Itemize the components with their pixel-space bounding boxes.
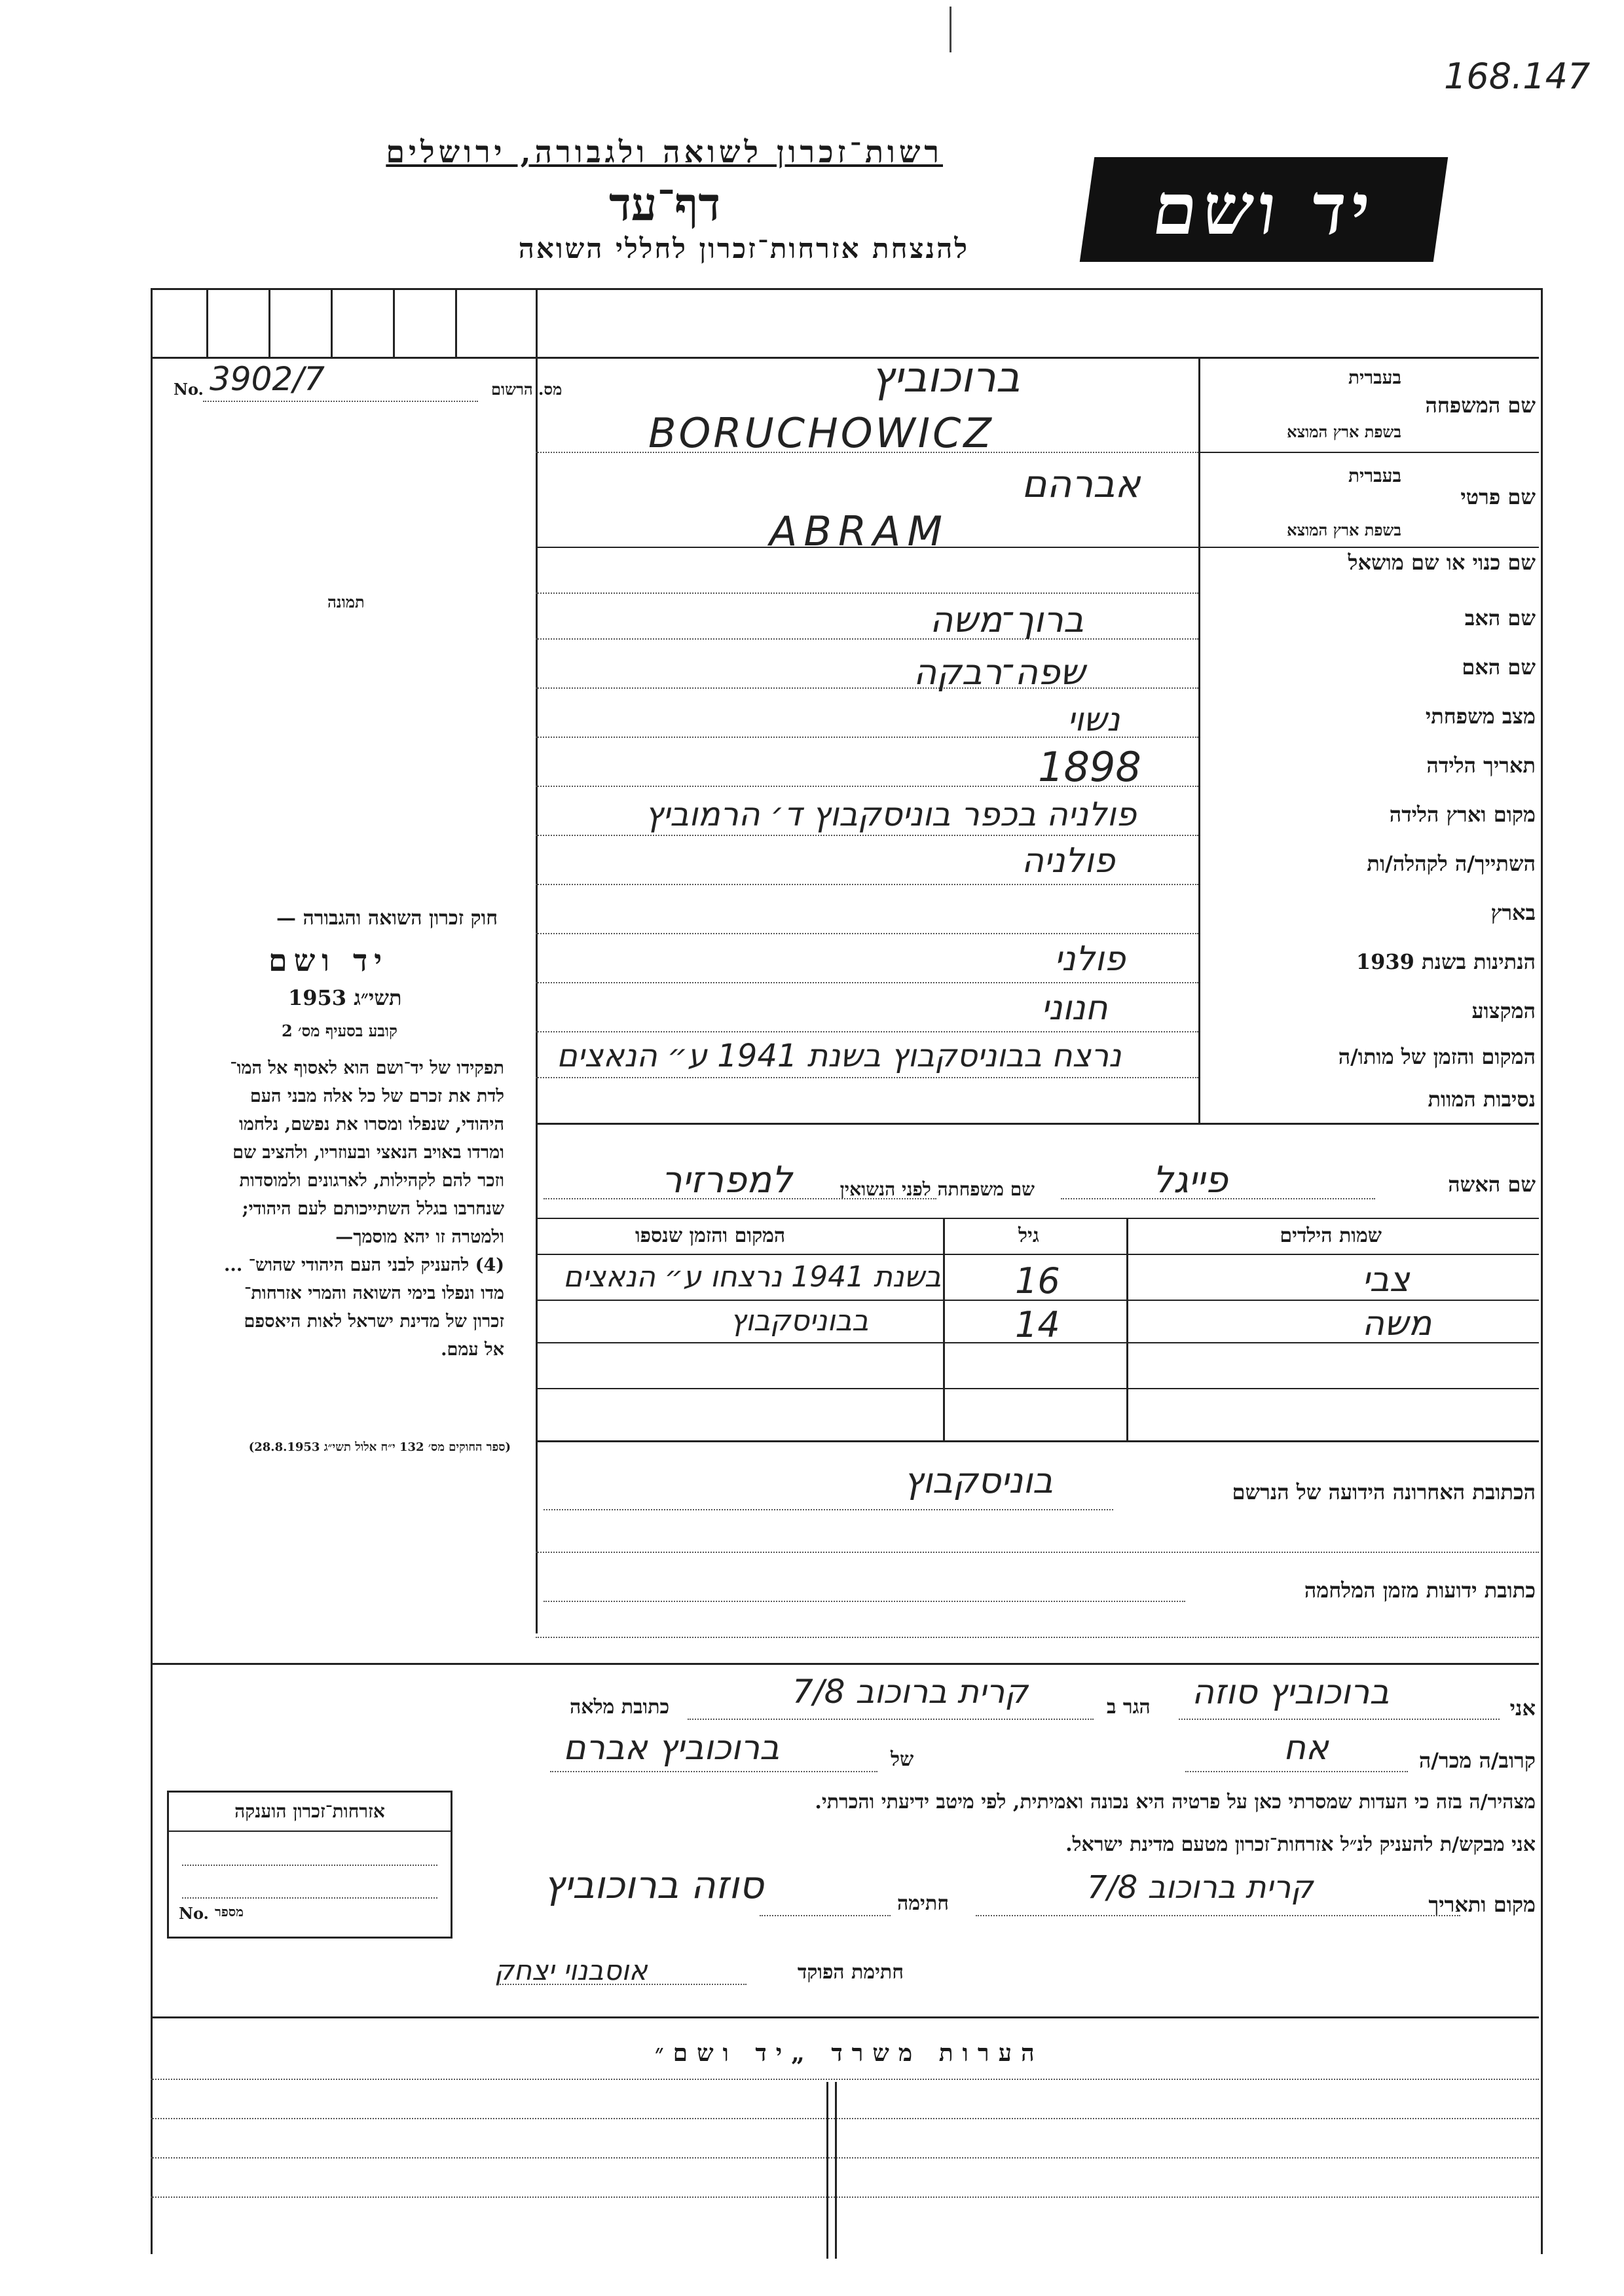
birth-date-label: תאריך הלידה	[1426, 753, 1536, 778]
child-name: משה	[1362, 1304, 1432, 1343]
law-title: חוק זכרון השואה והגבורה —	[276, 907, 498, 930]
grant-no-label: No.	[179, 1904, 209, 1923]
last-address-value: בוניסקבוץ	[904, 1460, 1054, 1501]
profession-label: המקצוע	[1471, 998, 1536, 1023]
law-text-line: ומרדו באויב הנאצי ובעוזריו, ולהציב שם	[232, 1142, 504, 1163]
nickname-label: שם כנוי או שם מושאל	[1348, 550, 1536, 575]
birth-date-value: 1898	[1038, 743, 1141, 791]
father-label: שם האב	[1464, 606, 1536, 630]
staple-mark	[950, 7, 954, 52]
law-body	[164, 1054, 504, 1364]
law-text-line: מדו ונפלו בימי השואה והמרי אזרחות־	[244, 1283, 504, 1303]
clerk-label: חתימת הפוקד	[797, 1961, 904, 1984]
registration-number: 3902/7	[210, 360, 325, 398]
first-name-origin: ABRAM	[769, 507, 949, 555]
relative-label: קרוב/ה מכר/ה	[1418, 1748, 1536, 1773]
death-cause-label: נסיבות המוות	[1428, 1087, 1536, 1112]
signature-value: סוזה ברוכוביץ	[544, 1863, 764, 1907]
law-text-line: שנחרבו בגלל השתייכותם לעם היהודי;	[242, 1199, 504, 1219]
child-place: בשנת 1941 נרצחו ע״ הנאצים	[563, 1260, 942, 1294]
family-name-label: שם המשפחה	[1425, 393, 1536, 418]
photo-label: תמונה	[327, 592, 365, 611]
mother-value: שפה־רבקה	[913, 651, 1086, 693]
children-place-header: המקום והזמן שנספו	[635, 1224, 786, 1247]
wife-label: שם האשה	[1448, 1172, 1536, 1197]
place-date-label: מקום ותאריך	[1428, 1892, 1536, 1917]
war-address-label: כתובת ידועות מזמן המלחמה	[1304, 1578, 1536, 1603]
law-text-line: ולמטרה זו יהא מוסמך—	[335, 1227, 504, 1247]
law-text-line: זכרון של מדינת ישראל לאות היאספם	[244, 1311, 504, 1332]
logo-text: יד ושם	[1147, 168, 1380, 251]
full-address-label: כתובת מלאה	[570, 1696, 670, 1719]
first-origin-sublabel: בשפת ארץ המוצא	[1287, 520, 1401, 539]
declarant-i-label: אני	[1509, 1696, 1536, 1721]
marital-label: מצב משפחתי	[1425, 704, 1536, 729]
country-value: פולניה	[1022, 841, 1115, 881]
law-text-line: אל עמם.	[441, 1339, 504, 1360]
death-label: המקום והזמן של מותו/ה	[1338, 1044, 1536, 1069]
community-label: השתייך/ה לקהלה/ות	[1367, 851, 1536, 876]
place-date-value: קרית ברוכוב 7/8	[1087, 1869, 1314, 1906]
law-text-line: לדת את זכרם של כל אלה מבני העם	[249, 1086, 504, 1106]
children-age-header: גיל	[1018, 1224, 1039, 1247]
child-name: צבי	[1362, 1260, 1410, 1300]
child-age: 16	[1015, 1260, 1060, 1302]
yad-vashem-logo	[1080, 157, 1448, 262]
of-label: של	[891, 1748, 914, 1771]
registration-label: מס. הרשום	[491, 380, 563, 399]
family-hebrew-sublabel: בעברית	[1348, 367, 1401, 388]
wife-maiden-value: למפרזיר	[661, 1159, 792, 1201]
citizenship-value: פולני	[1054, 939, 1126, 979]
grant-box-title: אזרחות־זכרון הוענקה	[169, 1793, 451, 1832]
law-citation: (ספר החוקים מס׳ 132 י״ח אלול תשי״ג 28.8.1953)	[248, 1440, 511, 1454]
grant-box	[167, 1791, 452, 1939]
child-age: 14	[1015, 1304, 1060, 1345]
death-value: נרצח בבוניסקבוץ בשנת 1941 ע״ הנאצים	[557, 1038, 1122, 1074]
grant-number-label: מספר	[215, 1904, 244, 1920]
header-subtitle: להנצחת אזרחות־זכרון לחללי השואה	[518, 232, 969, 264]
wife-maiden-label: שם משפחתה לפני הנשואין	[840, 1178, 1035, 1200]
father-value: ברוך־משה	[930, 599, 1084, 640]
family-origin-sublabel: בשפת ארץ המוצא	[1287, 422, 1401, 441]
family-name-origin: BORUCHOWICZ	[648, 409, 994, 457]
archive-number: 168.147	[1444, 56, 1591, 97]
request-text: אני מבקש/ת להעניק לנ״ל אזרחות־זכרון מטעם מדינת ישראל.	[1065, 1833, 1536, 1856]
law-text-line: היהודי, שנפלו ומסרו את נפשם, נלחמו	[238, 1114, 504, 1135]
birth-place-value: פולניה בכפר בוניסקבוץ ד׳ הרמוביץ	[645, 795, 1137, 833]
citizenship-label: הנתינות בשנת 1939	[1356, 949, 1536, 974]
of-value: ברוכוביץ אברם	[563, 1728, 780, 1768]
page-title: דף־עד	[609, 177, 721, 231]
law-text-line: תפקידו של יד־ושם הוא לאסוף אל המו־	[230, 1058, 504, 1078]
registration-no-label: No.	[174, 380, 204, 399]
declarant-address: קרית ברוכוב 7/8	[792, 1673, 1028, 1711]
country-label: בארץ	[1490, 900, 1536, 925]
first-name-hebrew: אברהם	[1022, 462, 1141, 506]
birth-place-label: מקום וארץ הלידה	[1389, 802, 1536, 827]
first-hebrew-sublabel: בעברית	[1348, 465, 1401, 486]
mother-label: שם האם	[1462, 655, 1536, 680]
law-name: יד ושם	[268, 943, 389, 978]
profession-value: חנוני	[1041, 989, 1108, 1028]
law-text-line: (4) להעניק לבני העם היהודי שהוש־ ...	[224, 1255, 504, 1275]
declaration-text: מצהיר/ה בזה כי העדות שמסרתי כאן על פרטיה היא נכונה ואמיתית, לפי מיטב ידיעתי והכרתי.	[815, 1791, 1536, 1813]
wife-value: פייגל	[1153, 1159, 1228, 1201]
signature-label: חתימה	[897, 1892, 949, 1915]
law-year: תשי״ג 1953	[288, 985, 402, 1010]
law-clause: קובע בסעיף מס׳ 2	[282, 1021, 397, 1040]
family-name-hebrew: ברוכוביץ	[871, 354, 1020, 402]
marital-value: נשוי	[1067, 701, 1120, 738]
declarant-lives-label: הגר ב	[1107, 1696, 1151, 1719]
law-text-line: וזכר להם לקהילות, לארגונים ולמוסדות	[239, 1171, 504, 1191]
child-place: בבוניסקבוץ	[730, 1304, 869, 1338]
header-org: רשות־זכרון לשואה ולגבורה, ירושלים	[386, 134, 943, 170]
clerk-value: אוסבנוי יצחק	[494, 1954, 648, 1986]
office-notes-title: הערות משרד „יד ושם״	[655, 2039, 1044, 2067]
declarant-name: ברוכוביץ סוזה	[1192, 1673, 1390, 1712]
first-name-label: שם פרטי	[1460, 484, 1536, 509]
children-name-header: שמות הילדים	[1280, 1224, 1382, 1247]
relation-value: אח	[1283, 1728, 1329, 1768]
last-address-label: הכתובת האחרונה הידועה של הנרשם	[1232, 1480, 1536, 1504]
